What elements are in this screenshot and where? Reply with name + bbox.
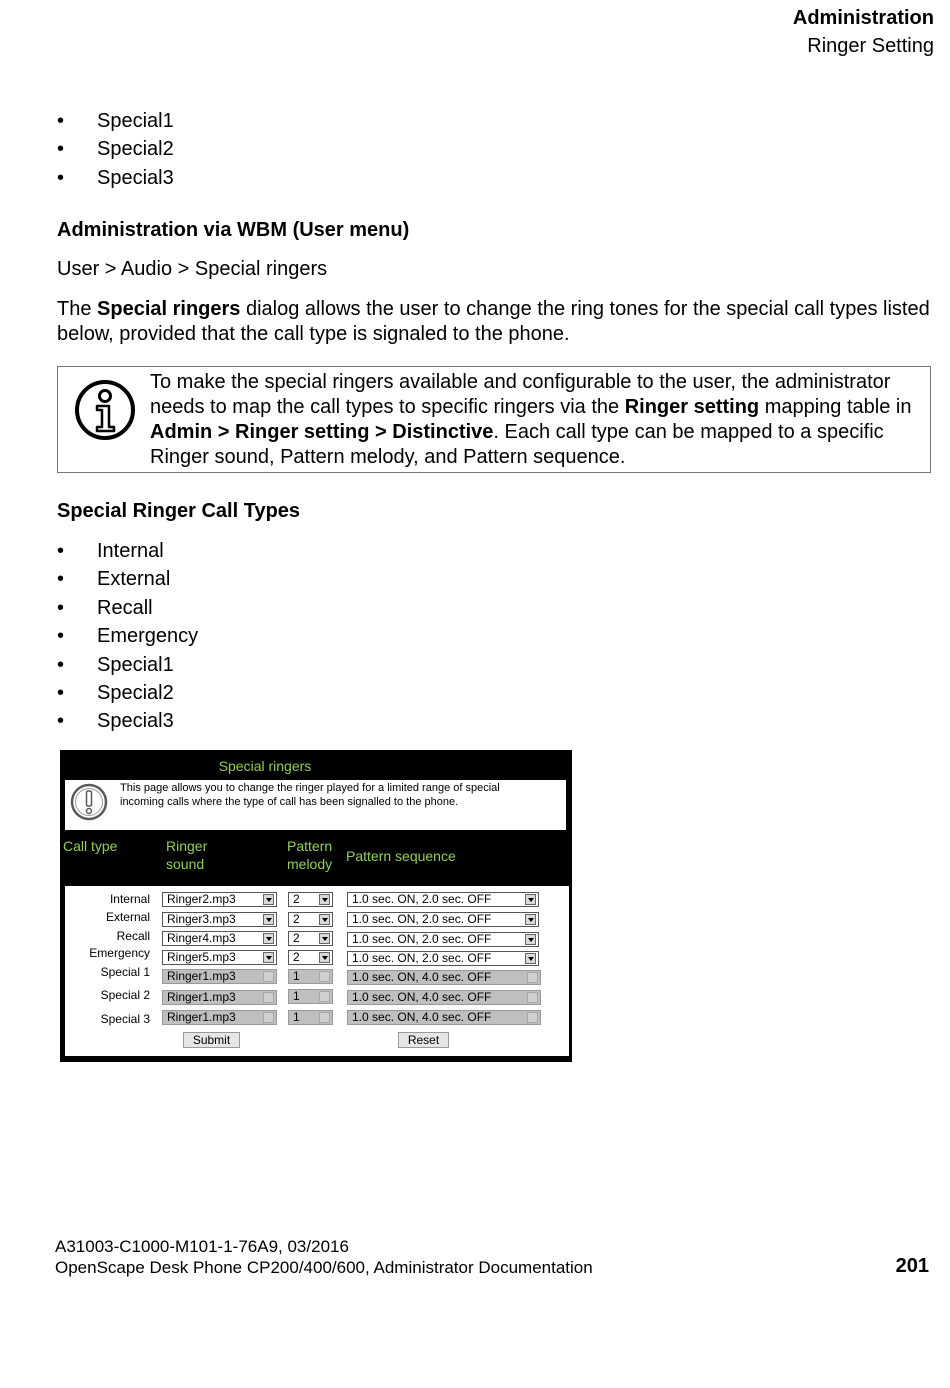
pattern-melody-select-emergency[interactable]: 2 [288,950,333,965]
info-icon [74,379,136,441]
chevron-down-icon [263,971,274,982]
wbm-info-panel [65,780,566,830]
page-number: 201 [895,1255,929,1277]
column-header-pattern-melody: Pattern melody [287,838,333,872]
chevron-down-icon [263,992,274,1003]
column-header-pattern-sequence: Pattern sequence [346,848,456,864]
column-header-ringer-sound: Ringer sound [166,838,208,872]
heading-call-types: Special Ringer Call Types [57,500,301,522]
list-item: • Special3 [57,710,174,733]
row-label-external: External [105,910,150,924]
list-item: • Special1 [57,110,174,132]
pattern-melody-select-external[interactable]: 2 [288,912,333,927]
note-text: To make the special ringers available and configurable to the user, the administrator needs to map the call types to specific ringers via the Ringer setting mapping table in Admin > Ringer setting > Distinctive. Each call type can be mapped to a specific Ringer sound, Pattern melody, and Pattern sequence. [150,371,912,468]
pattern-sequence-select-recall[interactable]: 1.0 sec. ON, 2.0 sec. OFF [347,932,539,947]
pattern-sequence-select-special-2[interactable]: 1.0 sec. ON, 4.0 sec. OFF [347,990,541,1005]
footer-doc-title: OpenScape Desk Phone CP200/400/600, Administrator Documentation [55,1258,593,1277]
pattern-melody-select-special-2[interactable]: 1 [288,989,333,1004]
list-item: • Special3 [57,166,174,189]
reset-button[interactable]: Reset [398,1032,449,1048]
list-item: • Special1 [57,653,174,676]
chevron-down-icon [263,1012,274,1023]
info-note [57,366,931,473]
ringer-sound-select-special-2[interactable]: Ringer1.mp3 [162,990,277,1005]
chevron-down-icon [263,952,274,963]
wbm-description: The Special ringers dialog allows the user to change the ring tones for the special call types listed below, provided that the call type is signaled to the phone. [57,298,930,345]
heading-wbm: Administration via WBM (User menu) [57,219,410,241]
ringer-sound-select-recall[interactable]: Ringer4.mp3 [162,931,277,946]
chevron-down-icon [319,914,330,925]
chevron-down-icon [527,992,538,1003]
ringer-sound-select-external[interactable]: Ringer3.mp3 [162,912,277,927]
bullet-list-top [57,109,174,194]
list-item: • Special2 [57,681,174,704]
footer-doc-id: A31003-C1000-M101-1-76A9, 03/2016 [55,1237,349,1256]
list-item: • External [57,568,171,591]
row-label-special-3: Special 3 [100,1012,150,1026]
chevron-down-icon [263,914,274,925]
chevron-down-icon [319,1012,330,1023]
pattern-sequence-select-special-1[interactable]: 1.0 sec. ON, 4.0 sec. OFF [347,970,541,985]
wbm-title: Special ringers [218,758,312,774]
ringer-grid [65,886,569,1056]
ringer-sound-select-special-1[interactable]: Ringer1.mp3 [162,969,277,984]
pattern-sequence-select-emergency[interactable]: 1.0 sec. ON, 2.0 sec. OFF [347,951,539,966]
pattern-sequence-select-internal[interactable]: 1.0 sec. ON, 2.0 sec. OFF [347,892,539,907]
chevron-down-icon [525,953,536,964]
list-item: • Special2 [57,138,174,161]
header-subtitle: Ringer Setting [807,35,934,57]
row-label-emergency: Emergency [89,946,150,960]
chevron-down-icon [263,894,274,905]
pattern-melody-select-special-3[interactable]: 1 [288,1010,333,1025]
wbm-info-text: This page allows you to change the ringer played for a limited range of special incoming calls where the type of call has been signalled to the phone. [120,782,500,808]
chevron-down-icon [319,971,330,982]
menu-path: User > Audio > Special ringers [57,258,328,280]
exclamation-icon [70,783,108,821]
row-label-recall: Recall [116,929,150,943]
pattern-melody-select-special-1[interactable]: 1 [288,969,333,984]
ringer-sound-select-special-3[interactable]: Ringer1.mp3 [162,1010,277,1025]
list-item: • Internal [57,540,164,562]
chevron-down-icon [525,914,536,925]
pattern-melody-select-recall[interactable]: 2 [288,931,333,946]
list-item: • Recall [57,596,153,619]
list-item: • Emergency [57,625,199,648]
chevron-down-icon [525,934,536,945]
chevron-down-icon [527,1012,538,1023]
ringer-sound-select-emergency[interactable]: Ringer5.mp3 [162,950,277,965]
chevron-down-icon [263,933,274,944]
chevron-down-icon [319,933,330,944]
submit-button[interactable]: Submit [183,1032,240,1048]
header-title: Administration [792,7,934,29]
row-label-internal: Internal [109,892,150,906]
special-ringers-screenshot [60,750,572,1062]
chevron-down-icon [319,991,330,1002]
row-label-special-1: Special 1 [100,965,150,979]
chevron-down-icon [525,894,536,905]
pattern-sequence-select-external[interactable]: 1.0 sec. ON, 2.0 sec. OFF [347,912,539,927]
ringer-sound-select-internal[interactable]: Ringer2.mp3 [162,892,277,907]
chevron-down-icon [527,972,538,983]
bullet-list-call-types [57,539,198,738]
column-header-call-type: Call type [63,838,118,854]
row-label-special-2: Special 2 [100,988,150,1002]
chevron-down-icon [319,894,330,905]
pattern-sequence-select-special-3[interactable]: 1.0 sec. ON, 4.0 sec. OFF [347,1010,541,1025]
pattern-melody-select-internal[interactable]: 2 [288,892,333,907]
chevron-down-icon [319,952,330,963]
